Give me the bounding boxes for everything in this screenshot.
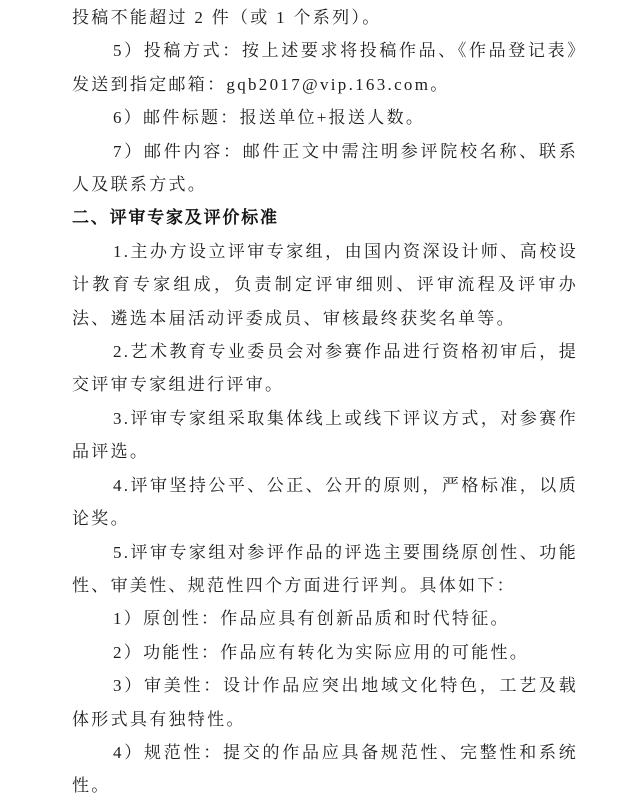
body-paragraph: 2）功能性：作品应有转化为实际应用的可能性。 [113,642,530,662]
body-paragraph: 5）投稿方式：按上述要求将投稿作品、《作品登记表》发送到指定邮箱：gqb2017@vip.163.com。 [72,41,578,94]
body-paragraph: 投稿不能超过 2 件（或 1 个系列）。 [72,8,382,27]
body-paragraph: 3）审美性：设计作品应突出地域文化特色，工艺及载体形式具有独特性。 [72,676,578,729]
body-paragraph: 2.艺术教育专业委员会对参赛作品进行资格初审后，提交评审专家组进行评审。 [72,342,578,395]
body-paragraph: 6）邮件标题：报送单位+报送人数。 [113,108,426,128]
body-paragraph: 3.评审专家组采取集体线上或线下评议方式，对参赛作品评选。 [72,408,578,462]
body-paragraph: 7）邮件内容：邮件正文中需注明参评院校名称、联系人及联系方式。 [72,141,578,195]
body-paragraph: 4）规范性：提交的作品应具备规范性、完整性和系统性。 [72,742,578,796]
section-heading: 二、评审专家及评价标准 [72,208,279,228]
body-paragraph: 4.评审坚持公平、公正、公开的原则，严格标准，以质论奖。 [72,475,578,529]
body-paragraph: 5.评审专家组对参评作品的评选主要围绕原创性、功能性、审美性、规范性四个方面进行评判。具体如下： [72,542,578,595]
body-paragraph: 1）原创性：作品应具有创新品质和时代特征。 [113,609,510,629]
body-paragraph: 1.主办方设立评审专家组，由国内资深设计师、高校设计教育专家组成，负责制定评审细则、评审流程及评审办法、遴选本届活动评委成员、审核最终获奖名单等。 [72,241,578,328]
